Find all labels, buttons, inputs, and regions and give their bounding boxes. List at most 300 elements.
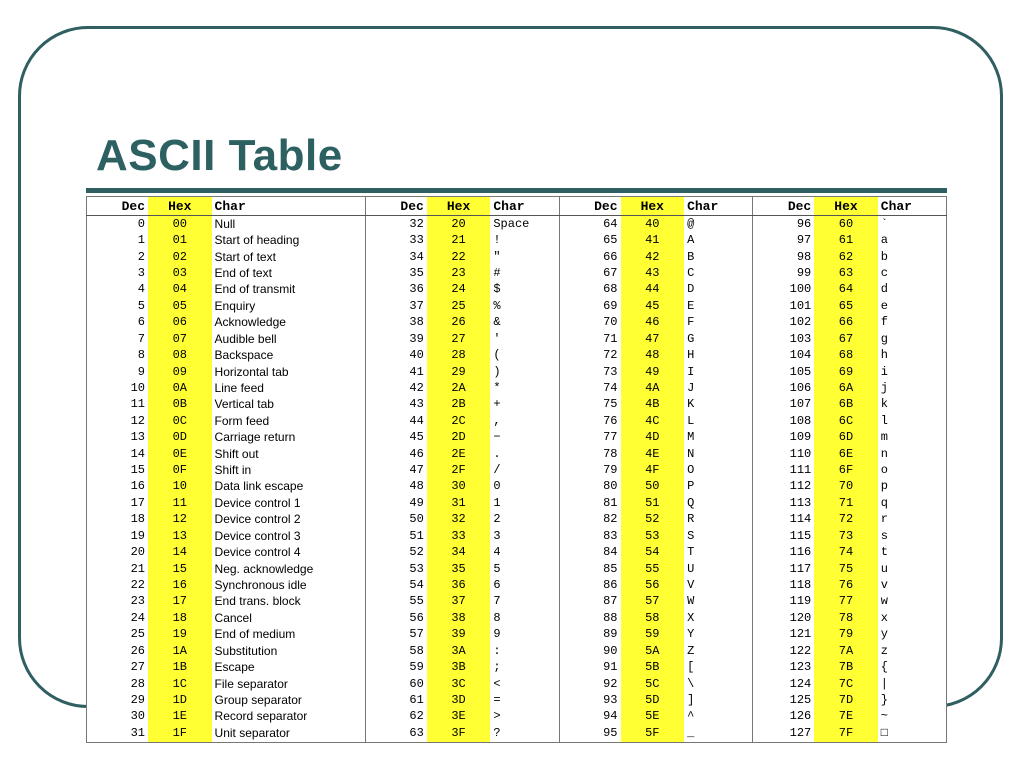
hex-cell: 0A xyxy=(148,380,212,396)
dec-cell: 28 xyxy=(130,676,145,691)
char-cell: Space xyxy=(490,216,559,233)
hex-cell: 40 xyxy=(621,216,685,233)
hex-cell: 24 xyxy=(427,282,491,298)
dec-cell: 37 xyxy=(409,298,424,313)
hex-cell: 48 xyxy=(621,347,685,363)
char-cell: Data link escape xyxy=(212,479,366,495)
dec-cell: 33 xyxy=(409,233,424,248)
table-row xyxy=(87,709,947,725)
table-row xyxy=(87,627,947,643)
ascii-table xyxy=(86,196,947,743)
char-cell: j xyxy=(880,380,888,395)
char-cell: g xyxy=(880,331,888,346)
hex-cell: 44 xyxy=(621,282,685,298)
dec-cell: 12 xyxy=(130,413,145,428)
dec-cell: 81 xyxy=(603,495,618,510)
column-header-char: Char xyxy=(212,197,366,216)
char-cell: & xyxy=(490,315,559,331)
dec-cell: 98 xyxy=(796,249,812,264)
column-header-hex: Hex xyxy=(621,197,685,216)
dec-cell: 87 xyxy=(603,594,618,609)
dec-cell: 36 xyxy=(409,282,424,297)
column-header-hex: Hex xyxy=(427,197,491,216)
char-cell: \ xyxy=(684,676,753,692)
dec-cell: 93 xyxy=(603,692,618,707)
dec-cell: 5 xyxy=(137,298,145,313)
dec-cell: 104 xyxy=(789,348,812,363)
char-cell: P xyxy=(684,479,753,495)
dec-cell: 125 xyxy=(789,692,812,707)
hex-cell: 01 xyxy=(148,232,212,248)
char-cell: D xyxy=(684,282,753,298)
hex-cell: 7A xyxy=(814,643,878,659)
char-cell: e xyxy=(880,298,888,313)
char-cell: K xyxy=(684,397,753,413)
char-cell: Start of heading xyxy=(212,232,366,248)
char-cell: Group separator xyxy=(212,692,366,708)
dec-cell: 96 xyxy=(796,216,812,231)
char-cell: a xyxy=(880,233,888,248)
dec-cell: 86 xyxy=(603,578,618,592)
char-cell: t xyxy=(880,545,888,560)
char-cell: n xyxy=(880,446,888,461)
hex-cell: 1F xyxy=(148,725,212,742)
char-cell: < xyxy=(490,676,559,692)
table-row xyxy=(87,380,947,396)
dec-cell: 72 xyxy=(603,348,618,363)
column-header-dec: Dec xyxy=(365,197,427,216)
hex-cell: 1E xyxy=(148,709,212,725)
hex-cell: 65 xyxy=(814,298,878,314)
hex-cell: 31 xyxy=(427,495,491,511)
dec-cell: 94 xyxy=(603,709,618,724)
hex-cell: 62 xyxy=(814,249,878,265)
dec-cell: 100 xyxy=(789,282,812,297)
column-header-dec: Dec xyxy=(559,197,621,216)
column-header-char: Char xyxy=(490,197,559,216)
hex-cell: 4C xyxy=(621,413,685,429)
char-cell: Device control 2 xyxy=(212,512,366,528)
hex-cell: 7E xyxy=(814,709,878,725)
char-cell: I xyxy=(684,364,753,380)
hex-cell: 3C xyxy=(427,676,491,692)
char-cell: ; xyxy=(490,659,559,675)
dec-cell: 40 xyxy=(409,348,424,363)
char-cell: End trans. block xyxy=(212,594,366,610)
char-cell: , xyxy=(490,413,559,429)
char-cell: ` xyxy=(880,216,888,231)
char-cell: Substitution xyxy=(212,643,366,659)
dec-cell: 59 xyxy=(409,660,424,675)
dec-cell: 55 xyxy=(409,594,424,609)
dec-cell: 57 xyxy=(409,627,424,642)
hex-cell: 4F xyxy=(621,462,685,478)
char-cell: } xyxy=(880,692,888,707)
hex-cell: 1D xyxy=(148,692,212,708)
column-header-hex: Hex xyxy=(814,197,878,216)
char-cell: X xyxy=(684,610,753,626)
hex-cell: 43 xyxy=(621,265,685,281)
hex-cell: 4B xyxy=(621,397,685,413)
hex-cell: 3B xyxy=(427,659,491,675)
hex-cell: 39 xyxy=(427,627,491,643)
dec-cell: 24 xyxy=(130,610,145,625)
dec-cell: 29 xyxy=(130,692,145,707)
dec-cell: 99 xyxy=(796,265,812,280)
hex-cell: 74 xyxy=(814,544,878,560)
table-row xyxy=(87,528,947,544)
dec-cell: 71 xyxy=(603,331,618,346)
dec-cell: 53 xyxy=(409,561,424,576)
dec-cell: 26 xyxy=(130,643,145,658)
char-cell: Record separator xyxy=(212,709,366,725)
table-row xyxy=(87,216,947,233)
char-cell: m xyxy=(880,430,888,445)
hex-cell: 0D xyxy=(148,430,212,446)
hex-cell: 2E xyxy=(427,446,491,462)
dec-cell: 3 xyxy=(137,265,145,280)
char-cell: : xyxy=(490,643,559,659)
char-cell: 1 xyxy=(490,495,559,511)
hex-cell: 4E xyxy=(621,446,685,462)
dec-cell: 112 xyxy=(789,479,812,494)
dec-cell: 46 xyxy=(409,446,424,461)
hex-cell: 20 xyxy=(427,216,491,233)
dec-cell: 31 xyxy=(130,726,145,741)
char-cell: Enquiry xyxy=(212,298,366,314)
hex-cell: 6C xyxy=(814,413,878,429)
char-cell: Carriage return xyxy=(212,430,366,446)
hex-cell: 15 xyxy=(148,561,212,577)
table-row xyxy=(87,430,947,446)
hex-cell: 2D xyxy=(427,430,491,446)
dec-cell: 105 xyxy=(789,364,812,379)
char-cell: ( xyxy=(490,347,559,363)
char-cell: S xyxy=(684,528,753,544)
dec-cell: 70 xyxy=(603,315,618,330)
hex-cell: 5A xyxy=(621,643,685,659)
char-cell: 9 xyxy=(490,627,559,643)
hex-cell: 33 xyxy=(427,528,491,544)
dec-cell: 127 xyxy=(789,726,812,741)
dec-cell: 126 xyxy=(789,709,812,724)
char-cell: E xyxy=(684,298,753,314)
hex-cell: 2B xyxy=(427,397,491,413)
char-cell: T xyxy=(684,544,753,560)
hex-cell: 61 xyxy=(814,232,878,248)
dec-cell: 61 xyxy=(409,692,424,707)
dec-cell: 18 xyxy=(130,512,145,527)
hex-cell: 3A xyxy=(427,643,491,659)
hex-cell: 5F xyxy=(621,725,685,742)
hex-cell: 5E xyxy=(621,709,685,725)
dec-cell: 4 xyxy=(137,282,145,297)
char-cell: Device control 1 xyxy=(212,495,366,511)
char-cell: i xyxy=(880,364,888,379)
char-cell: B xyxy=(684,249,753,265)
char-cell: > xyxy=(490,709,559,725)
char-cell: Form feed xyxy=(212,413,366,429)
char-cell: Escape xyxy=(212,659,366,675)
hex-cell: 53 xyxy=(621,528,685,544)
table-header-row xyxy=(87,197,947,216)
char-cell: ^ xyxy=(684,709,753,725)
hex-cell: 58 xyxy=(621,610,685,626)
table-row xyxy=(87,364,947,380)
char-cell: Synchronous idle xyxy=(212,577,366,593)
hex-cell: 34 xyxy=(427,544,491,560)
dec-cell: 88 xyxy=(603,610,618,625)
hex-cell: 35 xyxy=(427,561,491,577)
table-row xyxy=(87,462,947,478)
char-cell: . xyxy=(490,446,559,462)
hex-cell: 2C xyxy=(427,413,491,429)
hex-cell: 12 xyxy=(148,512,212,528)
dec-cell: 35 xyxy=(409,265,424,280)
dec-cell: 15 xyxy=(130,463,145,478)
dec-cell: 22 xyxy=(130,578,145,592)
hex-cell: 3F xyxy=(427,725,491,742)
dec-cell: 106 xyxy=(789,380,812,395)
hex-cell: 57 xyxy=(621,594,685,610)
dec-cell: 107 xyxy=(789,397,812,412)
dec-cell: 67 xyxy=(603,265,618,280)
dec-cell: 23 xyxy=(130,594,145,609)
hex-cell: 27 xyxy=(427,331,491,347)
char-cell: p xyxy=(880,479,888,494)
dec-cell: 14 xyxy=(130,446,145,461)
table-row xyxy=(87,495,947,511)
hex-cell: 56 xyxy=(621,577,685,593)
hex-cell: 30 xyxy=(427,479,491,495)
hex-cell: 10 xyxy=(148,479,212,495)
char-cell: v xyxy=(880,578,888,592)
char-cell: U xyxy=(684,561,753,577)
hex-cell: 05 xyxy=(148,298,212,314)
char-cell: + xyxy=(490,397,559,413)
dec-cell: 52 xyxy=(409,545,424,560)
char-cell: Acknowledge xyxy=(212,315,366,331)
dec-cell: 102 xyxy=(789,315,812,330)
dec-cell: 117 xyxy=(789,561,812,576)
dec-cell: 17 xyxy=(130,495,145,510)
hex-cell: 6A xyxy=(814,380,878,396)
hex-cell: 76 xyxy=(814,577,878,593)
char-cell: F xyxy=(684,315,753,331)
dec-cell: 11 xyxy=(130,397,145,412)
char-cell: { xyxy=(880,660,888,675)
table-row xyxy=(87,232,947,248)
char-cell: 3 xyxy=(490,528,559,544)
hex-cell: 7C xyxy=(814,676,878,692)
char-cell: L xyxy=(684,413,753,429)
hex-cell: 26 xyxy=(427,315,491,331)
char-cell: ! xyxy=(490,232,559,248)
column-header-hex: Hex xyxy=(148,197,212,216)
dec-cell: 120 xyxy=(789,610,812,625)
dec-cell: 74 xyxy=(603,380,618,395)
char-cell: = xyxy=(490,692,559,708)
dec-cell: 45 xyxy=(409,430,424,445)
dec-cell: 64 xyxy=(603,216,618,231)
dec-cell: 78 xyxy=(603,446,618,461)
hex-cell: 36 xyxy=(427,577,491,593)
dec-cell: 20 xyxy=(130,545,145,560)
hex-cell: 0E xyxy=(148,446,212,462)
char-cell: q xyxy=(880,495,888,510)
dec-cell: 113 xyxy=(789,495,812,510)
dec-cell: 122 xyxy=(789,643,812,658)
dec-cell: 108 xyxy=(789,413,812,428)
char-cell: 5 xyxy=(490,561,559,577)
table-row xyxy=(87,725,947,742)
char-cell: $ xyxy=(490,282,559,298)
dec-cell: 103 xyxy=(789,331,812,346)
char-cell: A xyxy=(684,232,753,248)
hex-cell: 79 xyxy=(814,627,878,643)
table-row xyxy=(87,659,947,675)
table-row xyxy=(87,577,947,593)
title-divider xyxy=(86,188,947,193)
hex-cell: 41 xyxy=(621,232,685,248)
char-cell: # xyxy=(490,265,559,281)
dec-cell: 19 xyxy=(130,528,145,543)
char-cell: □ xyxy=(880,726,888,741)
table-row xyxy=(87,594,947,610)
hex-cell: 06 xyxy=(148,315,212,331)
hex-cell: 4A xyxy=(621,380,685,396)
hex-cell: 32 xyxy=(427,512,491,528)
dec-cell: 121 xyxy=(789,627,812,642)
hex-cell: 66 xyxy=(814,315,878,331)
dec-cell: 84 xyxy=(603,545,618,560)
dec-cell: 91 xyxy=(603,660,618,675)
dec-cell: 73 xyxy=(603,364,618,379)
column-header-char: Char xyxy=(684,197,753,216)
char-cell: Backspace xyxy=(212,347,366,363)
hex-cell: 7D xyxy=(814,692,878,708)
dec-cell: 8 xyxy=(137,348,145,363)
hex-cell: 64 xyxy=(814,282,878,298)
hex-cell: 47 xyxy=(621,331,685,347)
dec-cell: 13 xyxy=(130,430,145,445)
column-header-dec: Dec xyxy=(87,197,149,216)
char-cell: M xyxy=(684,430,753,446)
char-cell: ' xyxy=(490,331,559,347)
table-row xyxy=(87,643,947,659)
hex-cell: 1A xyxy=(148,643,212,659)
hex-cell: 73 xyxy=(814,528,878,544)
hex-cell: 75 xyxy=(814,561,878,577)
slide-title: ASCII Table xyxy=(96,131,343,180)
char-cell: File separator xyxy=(212,676,366,692)
hex-cell: 28 xyxy=(427,347,491,363)
char-cell: Shift out xyxy=(212,446,366,462)
hex-cell: 00 xyxy=(148,216,212,233)
char-cell: Y xyxy=(684,627,753,643)
table-row xyxy=(87,298,947,314)
hex-cell: 70 xyxy=(814,479,878,495)
dec-cell: 116 xyxy=(789,545,812,560)
char-cell: 8 xyxy=(490,610,559,626)
char-cell: Device control 4 xyxy=(212,544,366,560)
hex-cell: 69 xyxy=(814,364,878,380)
dec-cell: 1 xyxy=(137,233,145,248)
hex-cell: 60 xyxy=(814,216,878,233)
hex-cell: 46 xyxy=(621,315,685,331)
dec-cell: 118 xyxy=(789,578,812,592)
hex-cell: 3D xyxy=(427,692,491,708)
dec-cell: 9 xyxy=(137,364,145,379)
dec-cell: 63 xyxy=(409,726,424,741)
hex-cell: 2F xyxy=(427,462,491,478)
char-cell: _ xyxy=(684,725,753,742)
dec-cell: 41 xyxy=(409,364,424,379)
char-cell: % xyxy=(490,298,559,314)
hex-cell: 52 xyxy=(621,512,685,528)
dec-cell: 34 xyxy=(409,249,424,264)
char-cell: o xyxy=(880,463,888,478)
dec-cell: 38 xyxy=(409,315,424,330)
hex-cell: 04 xyxy=(148,282,212,298)
dec-cell: 60 xyxy=(409,676,424,691)
dec-cell: 7 xyxy=(137,331,145,346)
hex-cell: 63 xyxy=(814,265,878,281)
hex-cell: 4D xyxy=(621,430,685,446)
dec-cell: 89 xyxy=(603,627,618,642)
char-cell: Z xyxy=(684,643,753,659)
table-row xyxy=(87,315,947,331)
hex-cell: 68 xyxy=(814,347,878,363)
hex-cell: 78 xyxy=(814,610,878,626)
column-header-dec: Dec xyxy=(753,197,815,216)
hex-cell: 0F xyxy=(148,462,212,478)
table-body xyxy=(87,216,947,743)
char-cell: * xyxy=(490,380,559,396)
hex-cell: 49 xyxy=(621,364,685,380)
table-row xyxy=(87,512,947,528)
dec-cell: 50 xyxy=(409,512,424,527)
char-cell: r xyxy=(880,512,888,527)
hex-cell: 6D xyxy=(814,430,878,446)
table-row xyxy=(87,249,947,265)
dec-cell: 44 xyxy=(409,413,424,428)
dec-cell: 95 xyxy=(603,726,618,741)
char-cell: c xyxy=(880,265,888,280)
hex-cell: 51 xyxy=(621,495,685,511)
hex-cell: 6F xyxy=(814,462,878,478)
dec-cell: 90 xyxy=(603,643,618,658)
hex-cell: 17 xyxy=(148,594,212,610)
char-cell: Horizontal tab xyxy=(212,364,366,380)
char-cell: Null xyxy=(212,216,366,233)
char-cell: N xyxy=(684,446,753,462)
char-cell: l xyxy=(880,413,888,428)
dec-cell: 10 xyxy=(130,380,145,395)
dec-cell: 111 xyxy=(789,463,812,478)
dec-cell: 2 xyxy=(137,249,145,264)
char-cell: 0 xyxy=(490,479,559,495)
char-cell: ) xyxy=(490,364,559,380)
hex-cell: 5D xyxy=(621,692,685,708)
char-cell: Vertical tab xyxy=(212,397,366,413)
hex-cell: 25 xyxy=(427,298,491,314)
dec-cell: 21 xyxy=(130,561,145,576)
char-cell: b xyxy=(880,249,888,264)
dec-cell: 85 xyxy=(603,561,618,576)
char-cell: h xyxy=(880,348,888,363)
hex-cell: 22 xyxy=(427,249,491,265)
